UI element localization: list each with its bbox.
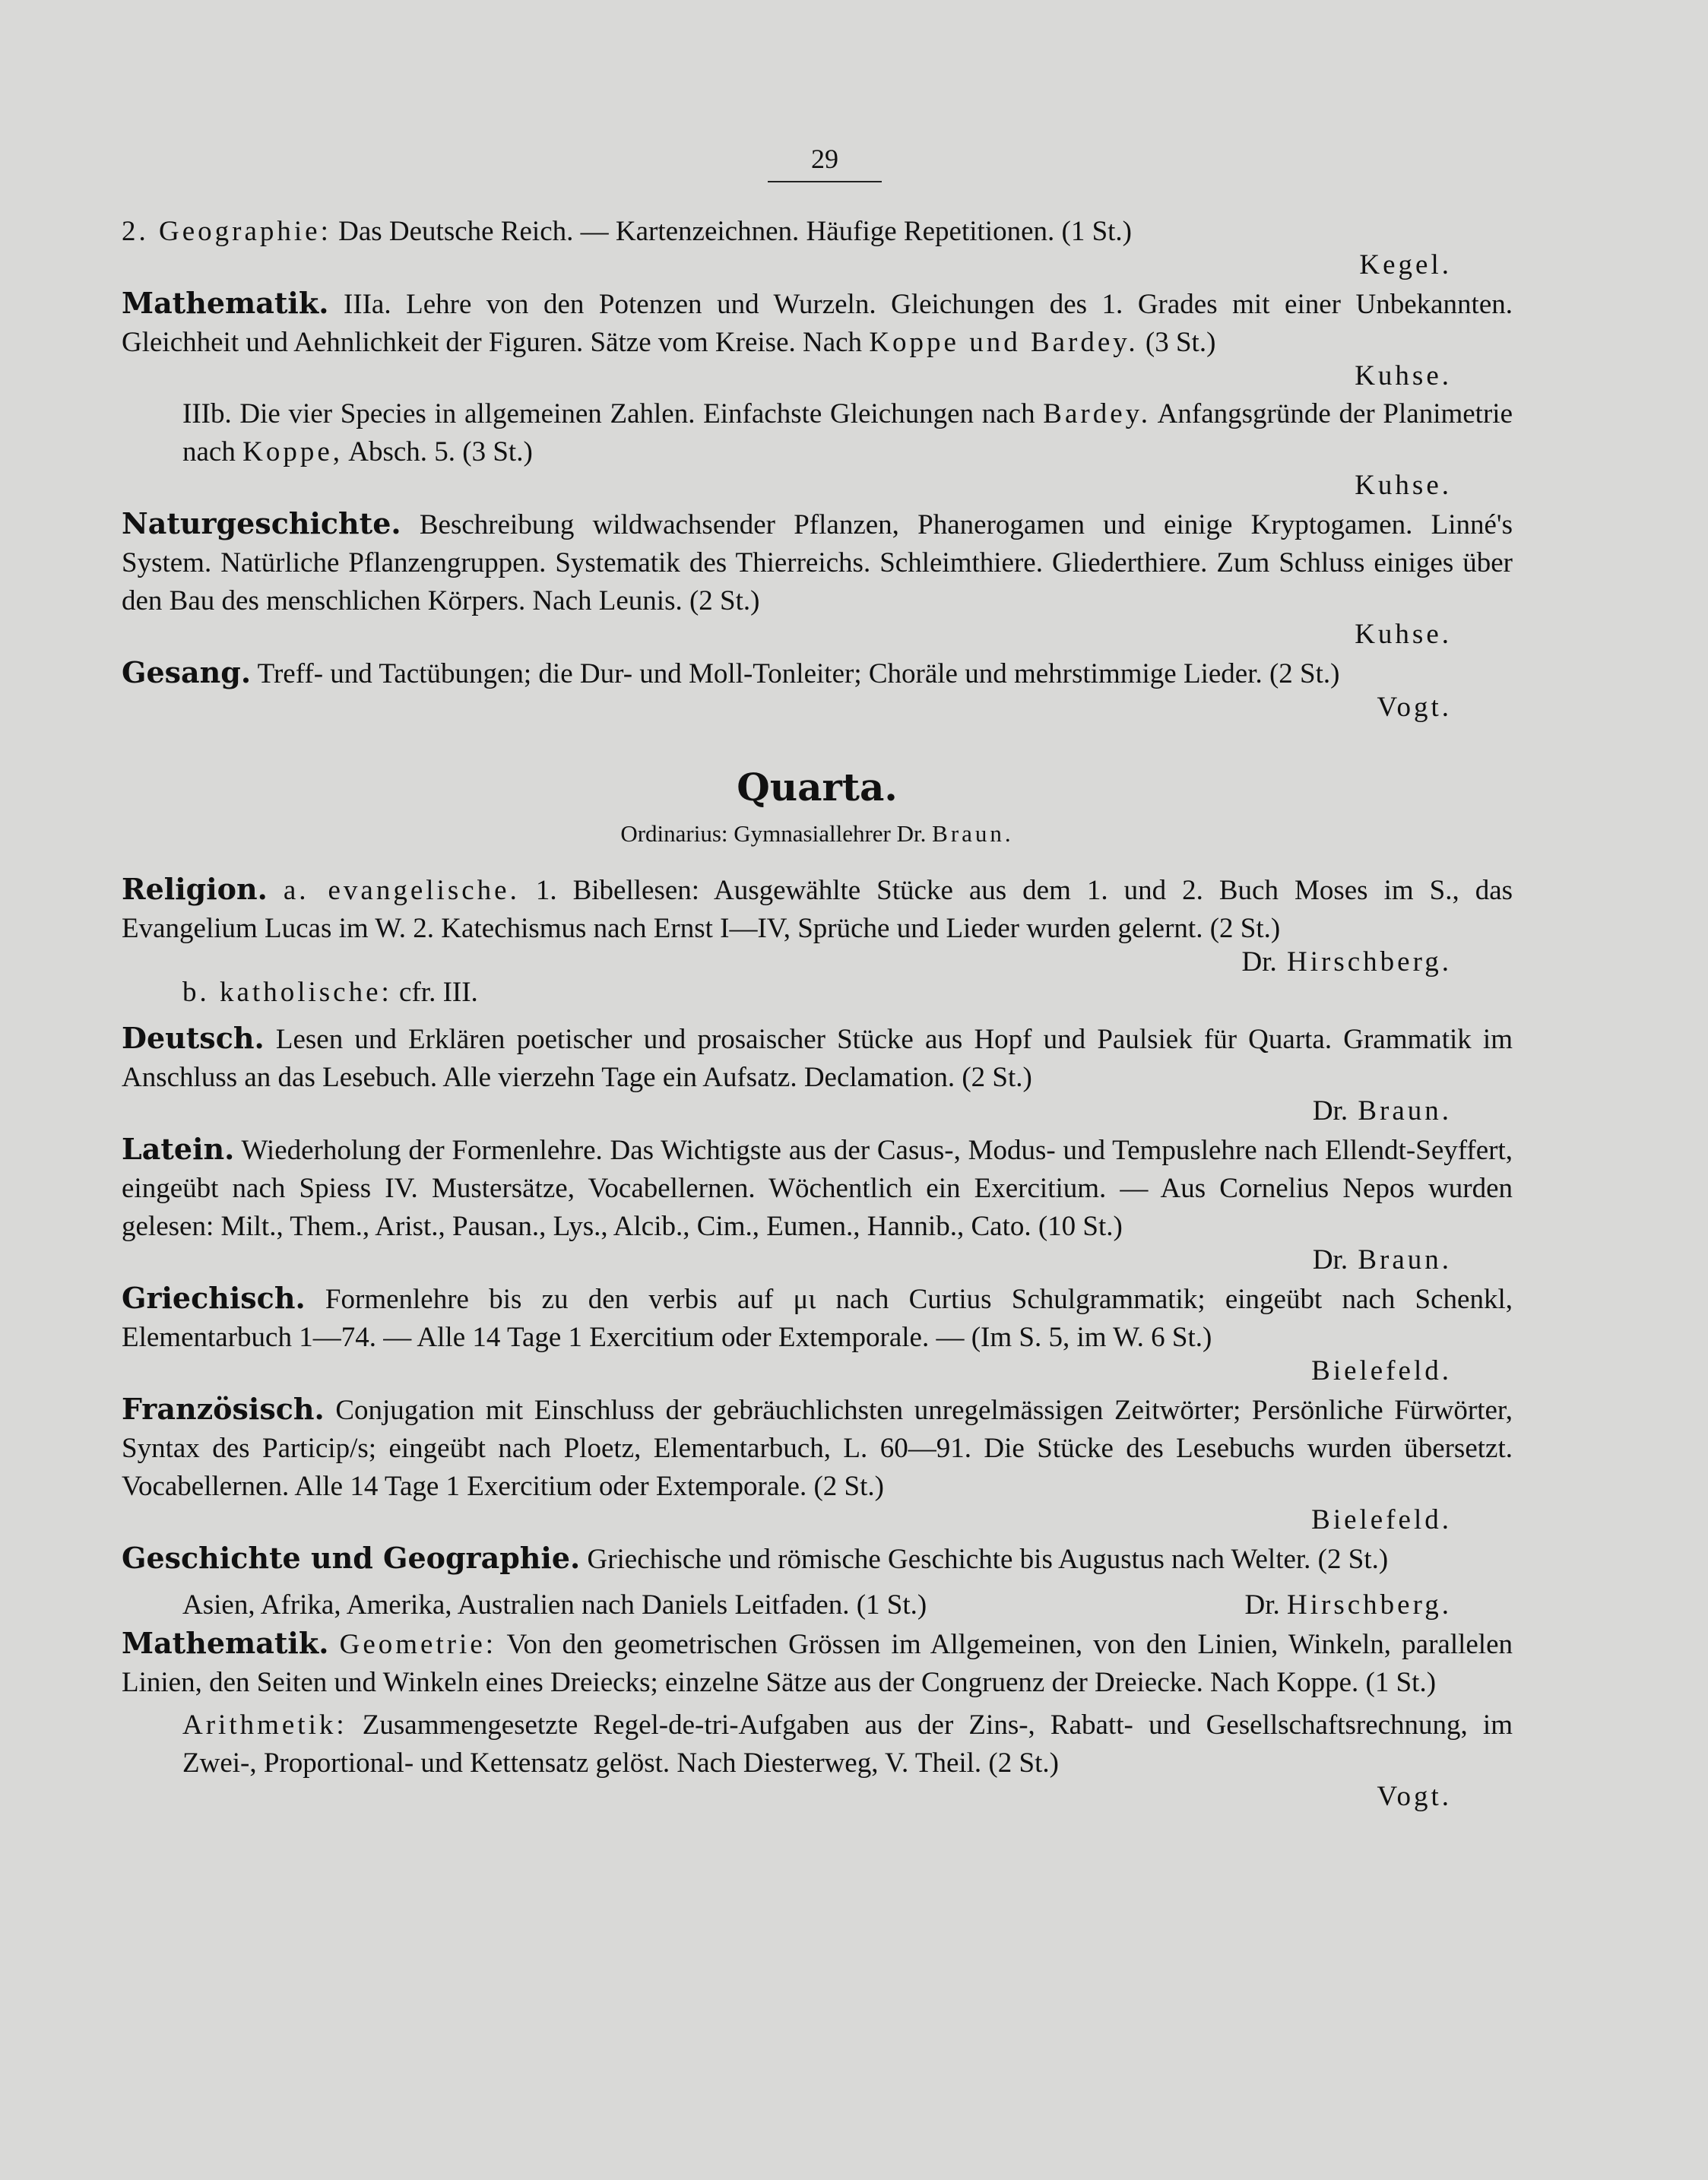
religion-section [122,870,1513,1012]
deutsch-text: Lesen und Erklären poetischer und prosaischer Stücke aus Hopf und Paulsiek für Quarta. Grammatik im Anschluss an das Lesebuch. Alle vierzehn Tage ein Aufsatz. Declamation. (2 St.) [122,1024,1513,1093]
religion-signature-name: Hirschberg. [1287,946,1452,978]
deutsch-section [122,1019,1513,1130]
gesang-heading: Gesang. [122,655,252,689]
geschichte-heading: Geschichte und Geographie. [122,1541,581,1575]
naturgeschichte-signature: Kuhse. [1355,619,1452,650]
geographie-section [122,213,1513,284]
franzoesisch-section [122,1390,1513,1539]
geschichte-geo-text: Asien, Afrika, Amerika, Australien nach Daniels Leitfaden. (1 St.) [182,1589,927,1621]
quarta-mathematik-heading: Mathematik. [122,1626,329,1660]
deutsch-signature-dr: Dr. [1312,1095,1348,1126]
religion-a-text: 1. Bibellesen: Ausgewählte Stücke aus dem 1. und 2. Buch Moses im S., das Evangelium Lucas im W. 2. Katechismus nach Ernst I—IV, Sprüche und Lieder wurden gelernt. (2 St.) [122,875,1513,944]
gesang-text: Treff- und Tactübungen; die Dur- und Moll-Tonleiter; Choräle und mehrstimmige Lieder. (2 St.) [257,658,1340,689]
latein-signature [122,1241,1513,1279]
latein-signature-dr: Dr. [1312,1244,1348,1275]
mathematik-iiib-signature: Kuhse. [1355,470,1452,501]
ordinarius-line [122,820,1513,848]
religion-signature-dr: Dr. [1241,946,1277,978]
page-number: 29 [768,143,882,182]
arithmetik-text: Zusammengesetzte Regel-de-tri-Aufgaben aus der Zins-, Rabatt- und Gesellschaftsrechnung, im Zwei-, Proportional- und Kettensatz gelöst. Nach Diesterweg, V. Theil. (2 St.) [182,1709,1513,1779]
naturgeschichte-heading: Naturgeschichte. [122,506,401,540]
mathematik-iiia-text: IIIa. Lehre von den Potenzen und Wurzeln. Gleichungen des 1. Grades mit einer Unbekannten. Gleichheit und Aehnlichkeit der Figuren. Sätze vom Kreise. Nach [122,289,1513,358]
geschichte-text: Griechische und römische Geschichte bis Augustus nach Welter. (2 St.) [587,1544,1389,1575]
mathematik-iiia-names: Koppe und Bardey. [869,327,1139,358]
geographie-signature: Kegel. [1359,249,1452,280]
quarta-mathematik-section [122,1624,1513,1816]
deutsch-signature-name: Braun. [1358,1095,1452,1126]
griechisch-text: Formenlehre bis zu den verbis auf μι nach Curtius Schulgrammatik; eingeübt nach Schenkl, Elementarbuch 1—74. — Alle 14 Tage 1 Exercitium oder Extemporale. — (Im S. 5, im W. 6 St.) [122,1284,1513,1353]
page-content [122,137,1513,1816]
geographie-label: 2. Geographie: [122,216,331,247]
geschichte-signature [1245,1586,1452,1624]
deutsch-heading: Deutsch. [122,1021,265,1055]
religion-a-label: a. evangelische. [283,875,520,906]
griechisch-signature: Bielefeld. [1311,1355,1452,1386]
mathematik-section [122,284,1513,505]
mathematik-iiib-text: IIIb. Die vier Species in allgemeinen Zahlen. Einfachste Gleichungen nach [182,398,1035,429]
franzoesisch-text: Conjugation mit Einschluss der gebräuchlichsten unregelmässigen Zeitwörter; Persönliche Fürwörter, Syntax des Particip/s; eingeübt nach Ploetz, Elementarbuch, L. 60—91. Die Stücke des Lesebuchs wurden übersetzt. Vocabellernen. Alle 14 Tage 1 Exercitium oder Extemporale. (2 St.) [122,1395,1513,1502]
geometrie-label: Geometrie: [339,1629,497,1660]
mathematik-heading: Mathematik. [122,286,329,320]
latein-section [122,1130,1513,1279]
ordinarius-name: Braun. [932,820,1014,847]
ordinarius-label: Ordinarius: [620,820,728,847]
franzoesisch-heading: Französisch. [122,1392,325,1426]
quarta-title: Quarta. [737,765,898,810]
mathematik-iiib-name: Bardey. [1043,398,1151,429]
mathematik-iiib-koppe: Koppe, [242,436,344,467]
religion-b-label: b. katholische: [182,977,392,1008]
latein-heading: Latein. [122,1132,235,1166]
naturgeschichte-section [122,505,1513,654]
latein-signature-name: Braun. [1358,1244,1452,1275]
gesang-signature: Vogt. [1377,692,1452,723]
religion-heading: Religion. [122,872,268,906]
geometrie-text: Von den geometrischen Grössen im Allgemeinen, von den Linien, Winkeln, parallelen Linien, den Seiten und Winkeln eines Dreiecks; einzelne Sätze aus der Congruenz der Dreiecke. Nach Koppe. (1 St.) [122,1629,1513,1698]
deutsch-signature [122,1092,1513,1130]
arithmetik-label: Arithmetik: [182,1709,347,1741]
religion-b-text: cfr. III. [399,977,478,1008]
franzoesisch-signature: Bielefeld. [1311,1504,1452,1535]
griechisch-heading: Griechisch. [122,1281,306,1315]
mathematik-iiia-hours: (3 St.) [1145,327,1216,358]
griechisch-section [122,1279,1513,1390]
mathematik-iiib-end: Absch. 5. (3 St.) [348,436,533,467]
quarta-mathematik-signature: Vogt. [1377,1781,1452,1812]
gesang-section [122,654,1513,727]
geschichte-signature-name: Hirschberg. [1287,1589,1452,1621]
geographie-text: Das Deutsche Reich. — Kartenzeichnen. Häufige Repetitionen. (1 St.) [338,216,1133,247]
geschichte-signature-dr: Dr. [1244,1589,1280,1621]
mathematik-iiib-rest: Anfangsgründe der Planimetrie nach [182,398,1513,467]
ordinarius-text: Gymnasiallehrer Dr. [734,820,927,847]
naturgeschichte-text: Beschreibung wildwachsender Pflanzen, Phanerogamen und einige Kryptogamen. Linné's System. Natürliche Pflanzengruppen. Systematik des Thierreichs. Schleimthiere. Gliederthiere. Zum Schluss einiges über den Bau des menschlichen Körpers. Nach Leunis. (2 St.) [122,509,1513,616]
latein-text: Wiederholung der Formenlehre. Das Wichtigste aus der Casus-, Modus- und Tempuslehre nach Ellendt-Seyffert, eingeübt nach Spiess IV. Mustersätze, Vocabellernen. Wöchentlich ein Exercitium. — Aus Cornelius Nepos wurden gelesen: Milt., Them., Arist., Pausan., Lys., Alcib., Cim., Eumen., Hannib., Cato. (10 St.) [122,1135,1513,1242]
geschichte-section [122,1539,1513,1624]
mathematik-iiia-signature: Kuhse. [1355,360,1452,391]
